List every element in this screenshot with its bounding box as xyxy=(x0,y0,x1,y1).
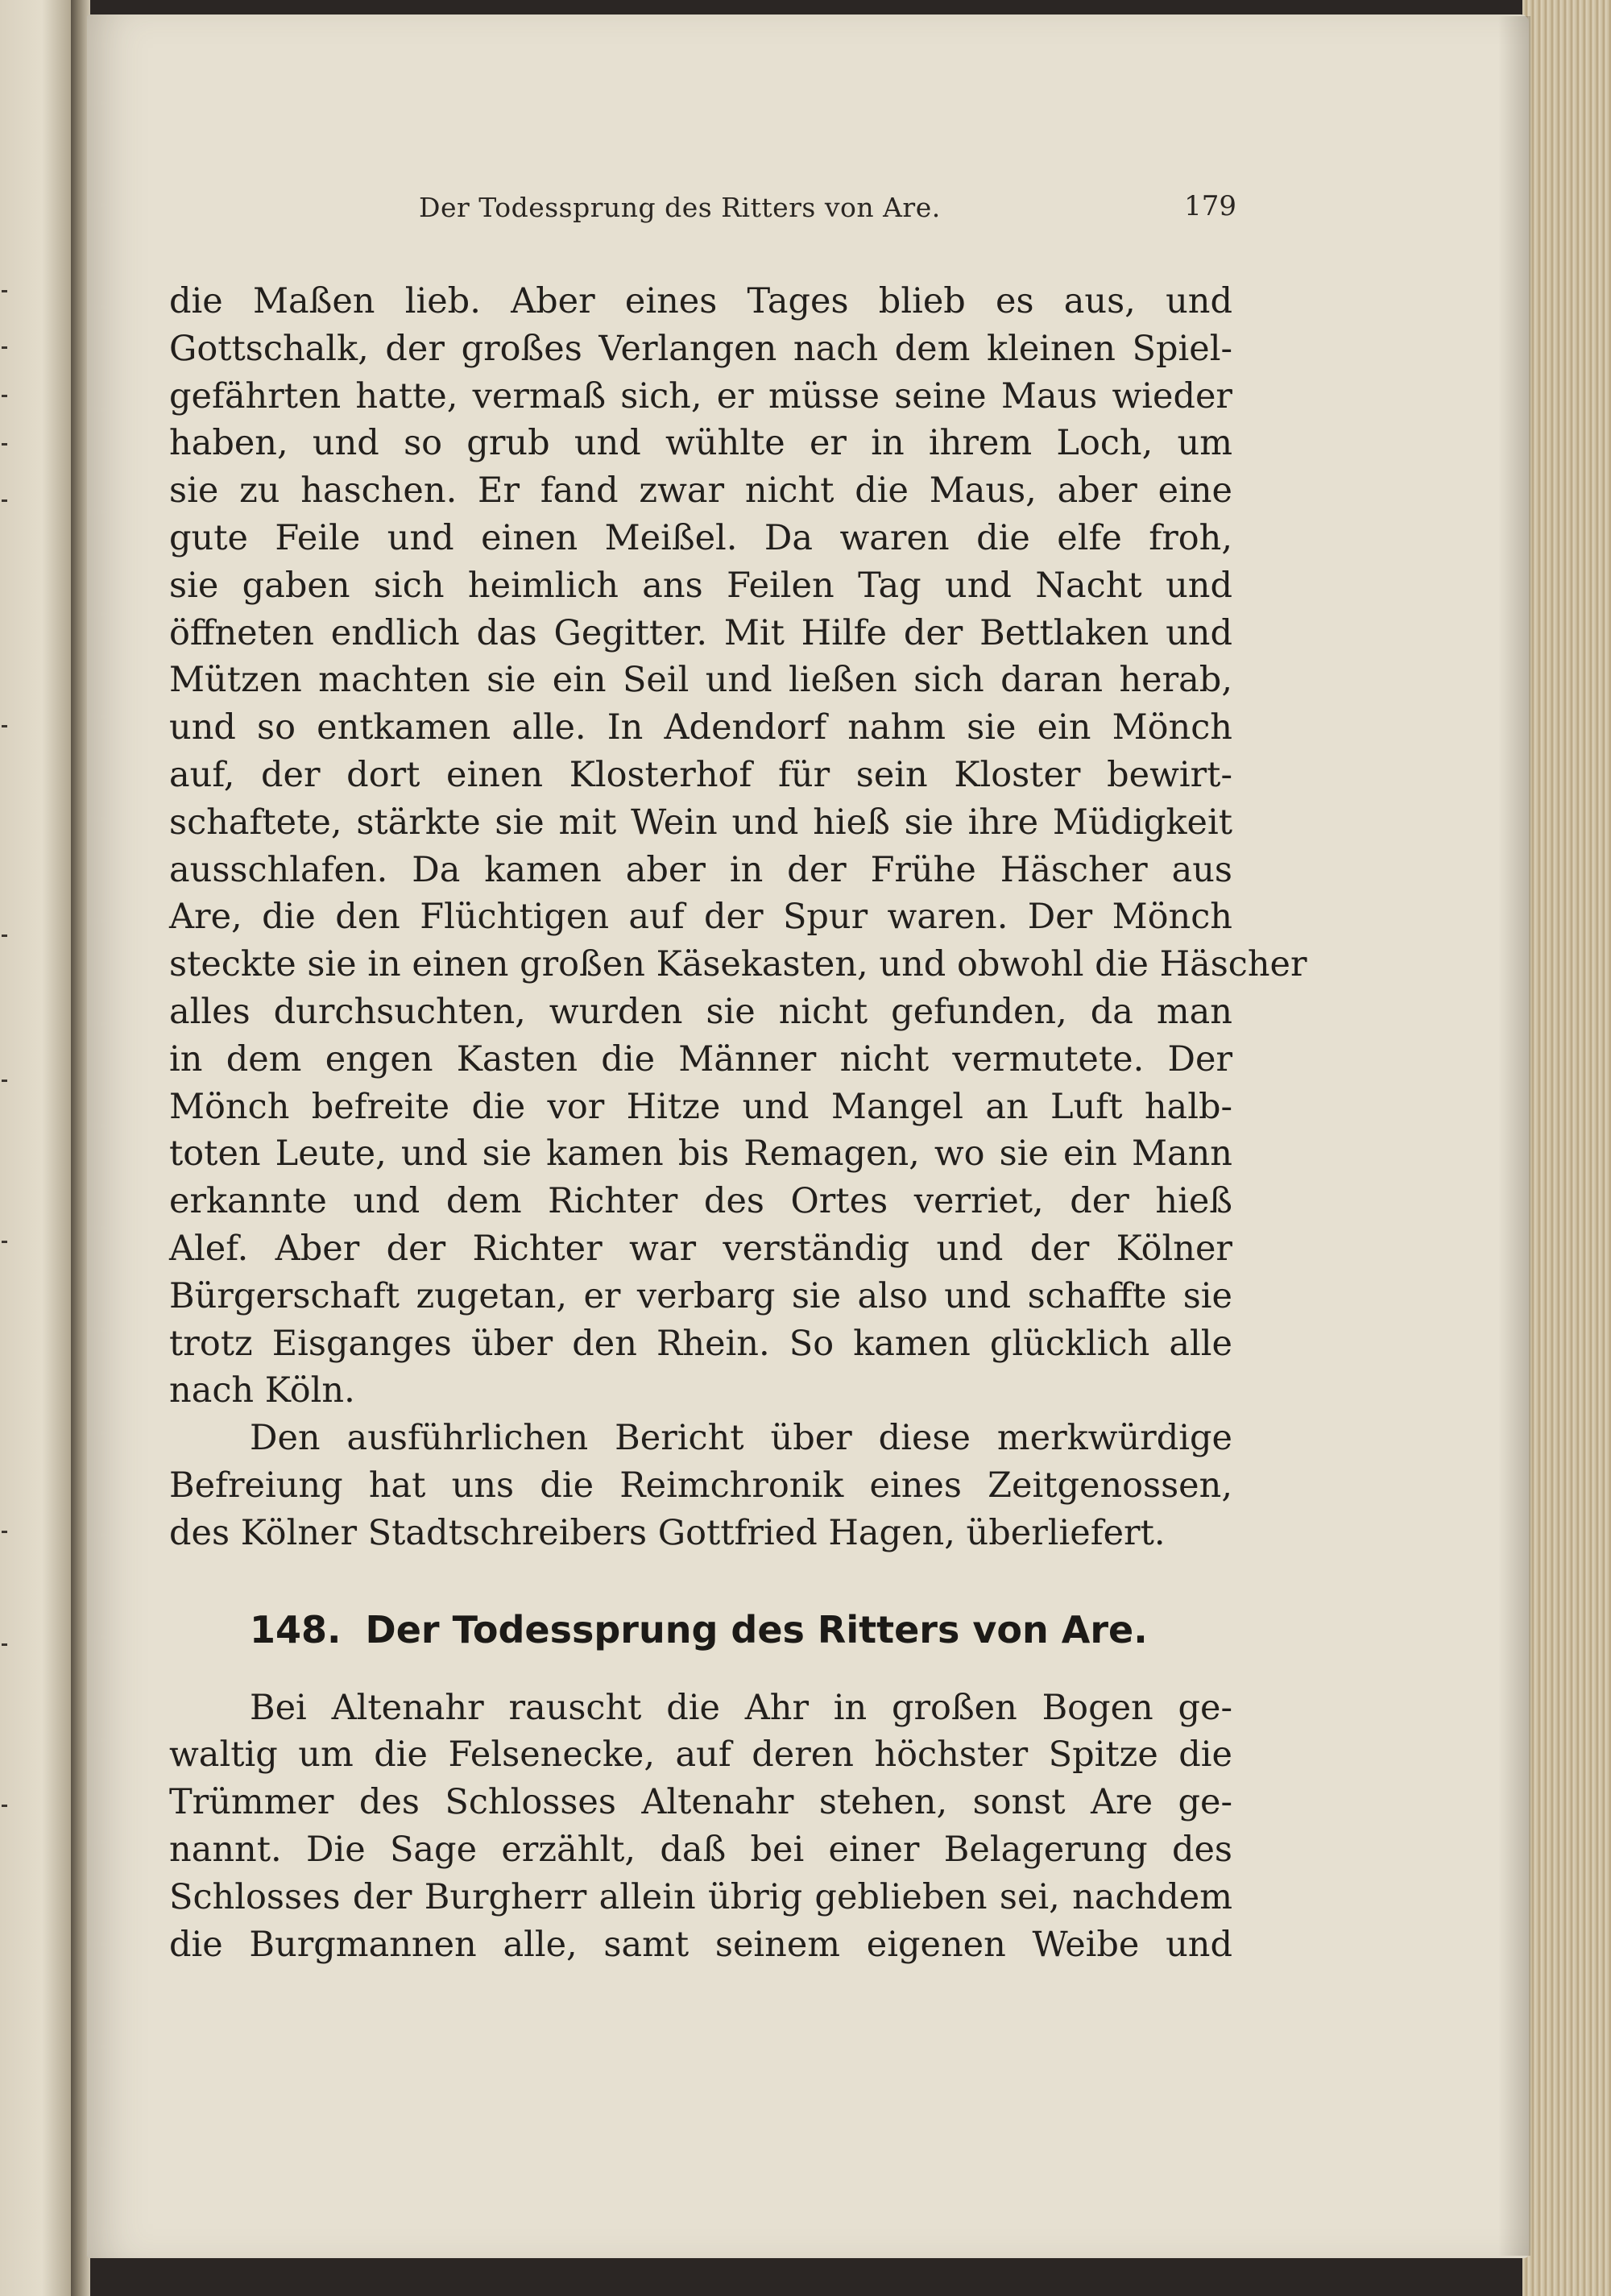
text-line: toten Leute, und sie kamen bis Remagen, wo sie ein Mann xyxy=(169,1133,1232,1175)
text-line: Schlosses der Burgherr allein übrig geblieben sei, nachdem xyxy=(169,1876,1232,1917)
page-number: 179 xyxy=(1184,190,1236,222)
left-page-text-fragments xyxy=(0,274,16,1885)
text-line: Befreiung hat uns die Reimchronik eines Zeitgenossen, xyxy=(169,1465,1232,1506)
text-line: sie gaben sich heimlich ans Feilen Tag und Nacht und xyxy=(169,565,1232,606)
text-line: in dem engen Kasten die Männer nicht vermutete. Der xyxy=(169,1038,1232,1080)
text-line: ausschlafen. Da kamen aber in der Frühe Häscher aus xyxy=(169,849,1232,890)
text-line: erkannte und dem Richter des Ortes verriet, der hieß xyxy=(169,1181,1232,1222)
text-line: trotz Eisganges über den Rhein. So kamen glücklich alle xyxy=(169,1323,1232,1364)
text-line: schaftete, stärkte sie mit Wein und hieß sie ihre Müdigkeit xyxy=(169,802,1232,843)
text-line: Mönch befreite die vor Hitze und Mangel an Luft halb- xyxy=(169,1086,1232,1127)
paragraph xyxy=(169,278,1307,1415)
text-line: die Maßen lieb. Aber eines Tages blieb es aus, und xyxy=(169,281,1232,321)
text-line: öffneten endlich das Gegitter. Mit Hilfe der Bettlaken und xyxy=(169,612,1232,653)
text-line: Alef. Aber der Richter war verständig und der Kölner xyxy=(169,1228,1232,1269)
text-line: nach Köln. xyxy=(169,1370,355,1411)
text-line: gefährten hatte, vermaß sich, er müsse seine Maus wieder xyxy=(169,375,1232,417)
text-line: Trümmer des Schlosses Altenahr stehen, sonst Are ge- xyxy=(169,1782,1232,1823)
paragraph xyxy=(169,1415,1232,1556)
text-line: Mützen machten sie ein Seil und ließen sich daran herab, xyxy=(169,660,1232,701)
text-line: Are, die den Flüchtigen auf der Spur waren. Der Mönch xyxy=(169,897,1232,938)
fore-edge xyxy=(1522,0,1611,2296)
text-line: waltig um die Felsenecke, auf deren höchster Spitze die xyxy=(169,1734,1232,1776)
section-number: 148. xyxy=(250,1607,342,1652)
text-line: haben, und so grub und wühlte er in ihrem Loch, um xyxy=(169,423,1232,464)
running-header xyxy=(371,187,1236,235)
page-edge-shadow xyxy=(1498,16,1530,2256)
text-line: auf, der dort einen Klosterhof für sein Kloster bewirt- xyxy=(169,754,1232,795)
body-text xyxy=(169,278,1307,1968)
running-title: Der Todessprung des Ritters von Are. xyxy=(419,192,941,223)
text-line: Bei Altenahr rauscht die Ahr in großen Bogen ge- xyxy=(250,1687,1232,1728)
text-line: Gottschalk, der großes Verlangen nach dem kleinen Spiel- xyxy=(169,328,1232,369)
section-heading xyxy=(169,1596,1232,1664)
left-page-edge xyxy=(0,0,77,2296)
text-line: alles durchsuchten, wurden sie nicht gefunden, da man xyxy=(169,991,1232,1032)
text-line: nannt. Die Sage erzählt, daß bei einer Belagerung des xyxy=(169,1829,1232,1870)
text-line: des Kölner Stadtschreibers Gottfried Hagen, überliefert. xyxy=(169,1512,1166,1553)
text-line: und so entkamen alle. In Adendorf nahm sie ein Mönch xyxy=(169,707,1232,748)
text-line: Bürgerschaft zugetan, er verbarg sie also und schaffte sie xyxy=(169,1275,1232,1316)
text-line: Den ausführlichen Bericht über diese merkwürdige xyxy=(250,1418,1232,1459)
text-line: sie zu haschen. Er fand zwar nicht die Maus, aber eine xyxy=(169,470,1232,512)
section-title: Der Todessprung des Ritters von Are. xyxy=(365,1607,1148,1652)
text-line: steckte sie in einen großen Käsekasten, und obwohl die Häscher xyxy=(169,944,1307,985)
text-line: die Burgmannen alle, samt seinem eigenen Weibe und xyxy=(169,1924,1232,1965)
paragraph xyxy=(169,1685,1232,1969)
text-line: gute Feile und einen Meißel. Da waren die elfe froh, xyxy=(169,517,1232,558)
